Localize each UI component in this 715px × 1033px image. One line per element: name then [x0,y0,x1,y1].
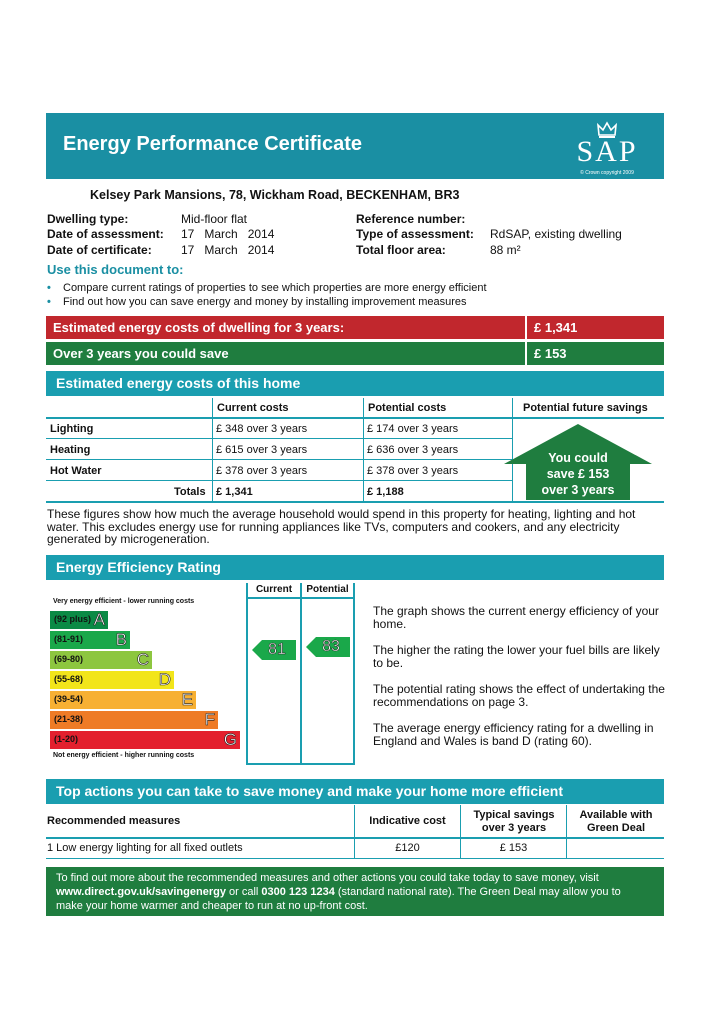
col-header-measures: Recommended measures [47,815,181,827]
footer-text: (standard national rate). The Green Deal may allow you to [334,886,621,898]
savings-line: save £ 153 [546,467,610,481]
col-header-savings: Potential future savings [523,402,648,414]
footer-note [46,867,664,916]
list-item: • Compare current ratings of properties to see which properties are more energy efficient [47,282,487,294]
measure-savings: £ 153 [499,842,528,854]
row-label-lighting: Lighting [50,423,94,435]
cell-potential: £ 174 over 3 years [367,423,459,435]
dwelling-type-label: Dwelling type: [47,212,129,226]
col-header-current: Current costs [217,402,289,414]
cell-potential: £ 636 over 3 years [367,444,459,456]
efficiency-rating-chart [46,583,356,768]
band-range: (92 plus) [54,614,92,624]
assessment-date-value: 17 March 2014 [181,227,275,241]
divider [525,316,527,339]
rating-explanation [373,605,668,761]
costs-section-title [46,371,664,396]
band-range: (39-54) [54,694,84,704]
estimated-cost-bar [46,316,664,339]
savings-callout [524,450,632,498]
rating-paragraph: The average energy efficiency rating for a dwelling in England and Wales is band D (rating 60). [373,721,654,748]
floor-area-label: Total floor area: [356,243,446,257]
band-letter: C [136,650,149,669]
estimated-cost-label: Estimated energy costs of dwelling for 3 years: [53,320,345,335]
rating-section-title [46,555,664,580]
band-range: (21-38) [54,714,84,724]
measure-name: 1 Low energy lighting for all fixed outlets [47,842,243,854]
assessment-date-label: Date of assessment: [47,227,164,241]
row-label-heating: Heating [50,444,91,456]
top-caption: Very energy efficient - lower running costs [53,598,195,605]
col-header-green-deal: Available with Green Deal [579,809,653,834]
save-label: Over 3 years you could save [53,346,229,361]
bullet-text: Compare current ratings of properties to see which properties are more energy efficient [63,282,487,294]
footer-text: or call [225,886,262,898]
rating-band-e [50,691,196,709]
property-address: Kelsey Park Mansions, 78, Wickham Road, BECKENHAM, BR3 [90,188,460,202]
section-title-text: Top actions you can take to save money and make your home more efficient [56,783,563,799]
totals-potential: £ 1,188 [367,486,404,498]
row-label-hot-water: Hot Water [50,465,102,477]
rating-paragraph: The higher the rating the lower your fuel bills are likely to be. [373,643,660,670]
actions-section-title [46,779,664,804]
list-item: • Find out how you can save energy and money by installing improvement measures [47,296,467,308]
col-header-potential: Potential costs [368,402,447,414]
certificate-date-value: 17 March 2014 [181,243,275,257]
band-letter: A [93,610,105,629]
band-letter: F [204,710,215,729]
rating-band-a [50,611,108,629]
band-letter: E [181,690,193,709]
col-header-current: Current [255,584,293,595]
savings-line: over 3 years [541,483,615,497]
footer-text: make your home warmer and cheaper to run at no up-front cost. [56,900,368,912]
col-header-potential: Potential [306,584,349,595]
figures-note: These figures show how much the average household would spend in this property for heating, lighting and hot water. This excludes energy use for running appliances like TVs, computers and cookers, and any electricity generated by microgeneration. [47,507,636,546]
cell-current: £ 348 over 3 years [216,423,308,435]
rating-band-c [50,651,152,669]
band-range: (69-80) [54,654,84,664]
rating-paragraph: The potential rating shows the effect of undertaking the recommendations on page 3. [373,682,665,709]
estimated-cost-value: £ 1,341 [534,320,578,335]
band-letter: D [158,670,171,689]
bullet-text: Find out how you can save energy and money by installing improvement measures [63,296,467,308]
totals-current: £ 1,341 [216,486,253,498]
section-title-text: Energy Efficiency Rating [56,559,221,575]
rating-band-b [50,631,130,649]
col-header-savings: Typical savings over 3 years [473,809,555,834]
dwelling-type-value: Mid-floor flat [181,212,248,226]
totals-label: Totals [174,486,206,498]
divider [525,342,527,365]
cell-potential: £ 378 over 3 years [367,465,459,477]
floor-area-value: 88 m² [490,243,521,257]
cell-current: £ 378 over 3 years [216,465,308,477]
save-bar [46,342,664,365]
rating-paragraph: The graph shows the current energy efficiency of your home. [373,604,659,631]
use-document-title: Use this document to: [47,262,184,277]
band-letter: B [115,630,127,649]
band-range: (81-91) [54,634,84,644]
bottom-caption: Not energy efficient - higher running costs [53,752,195,759]
band-range: (1-20) [54,734,79,744]
measures-table [46,805,664,861]
sap-logo-text: SAP [576,135,638,168]
section-title-text: Estimated energy costs of this home [56,375,301,391]
sap-logo [566,121,648,177]
rating-band-d [50,671,174,689]
footer-text: To find out more about the recommended measures and other actions you could take today to save money, visit [56,872,599,884]
rating-band-g [50,731,240,749]
footer-link[interactable]: www.direct.gov.uk/savingenergy [56,886,226,898]
cell-current: £ 615 over 3 years [216,444,308,456]
current-rating-value: 81 [268,641,286,658]
certificate-header [46,113,664,179]
reference-label: Reference number: [356,212,466,226]
measure-cost: £120 [395,842,420,854]
certificate-date-label: Date of certificate: [47,243,152,257]
assessment-type-label: Type of assessment: [356,227,474,241]
rating-band-f [50,711,218,729]
savings-line: You could [548,451,608,465]
assessment-type-value: RdSAP, existing dwelling [490,227,622,241]
band-letter: G [223,730,237,749]
band-range: (55-68) [54,674,84,684]
potential-rating-value: 83 [322,638,340,655]
save-value: £ 153 [534,346,567,361]
col-header-cost: Indicative cost [369,815,446,827]
page-title: Energy Performance Certificate [63,133,363,155]
costs-table [46,398,664,504]
footer-phone: 0300 123 1234 [261,886,335,898]
sap-copyright: © Crown copyright 2009 [580,170,634,176]
